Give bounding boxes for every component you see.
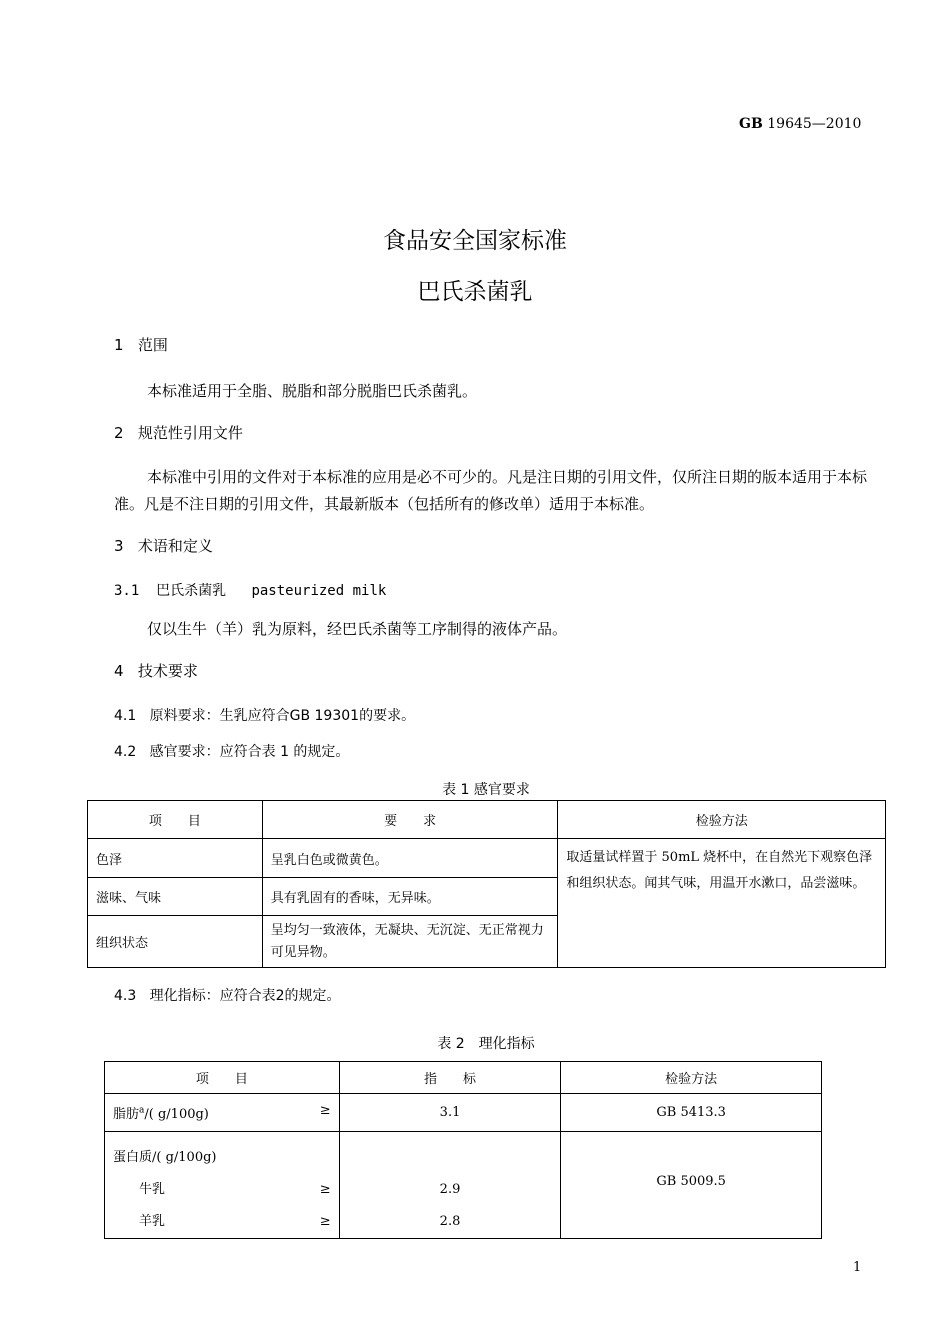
section-4-1: [114, 705, 415, 725]
section-number: 4.2: [114, 744, 137, 760]
code-number: 19645—2010: [767, 116, 862, 132]
section-4-3: [114, 985, 341, 1005]
page-number: 1: [853, 1260, 862, 1275]
table-1: [87, 800, 886, 968]
comparison-sign: ≥: [319, 1182, 331, 1197]
section-3-heading: [114, 535, 213, 556]
value: 2.9: [439, 1182, 461, 1197]
section-1-text: 本标准适用于全脂、脱脂和部分脱脂巴氏杀菌乳。: [147, 382, 478, 400]
footnote-mark: a: [139, 1105, 145, 1116]
section-number: 1: [114, 336, 124, 354]
code-prefix: GB: [739, 116, 763, 132]
section-4-2: [114, 741, 349, 761]
section-text: 原料要求：生乳应符合GB 19301的要求。: [149, 708, 416, 724]
header-cell: 项 目: [88, 801, 263, 839]
section-2-heading: [114, 422, 243, 443]
requirement-cell: 呈乳白色或微黄色。: [262, 839, 558, 878]
item-cell: [105, 1094, 340, 1132]
section-2-text: 本标准中引用的文件对于本标准的应用是必不可少的。凡是注日期的引用文件，仅所注日期的版本适用于本标准。凡是不注日期的引用文件，其最新版本（包括所有的修改单）适用于本标准。: [114, 468, 868, 513]
comparison-sign: ≥: [319, 1214, 331, 1229]
section-number: 4.1: [114, 708, 137, 724]
sub-item-label: 羊乳: [139, 1214, 166, 1229]
requirement-cell: 呈均匀一致液体，无凝块、无沉淀、无正常视力可见异物。: [262, 916, 558, 968]
standard-code: [739, 116, 861, 132]
sub-item: [113, 1174, 331, 1206]
section-number: 4.3: [114, 988, 137, 1004]
section-number: 4: [114, 662, 124, 680]
value-cell: 3.1: [339, 1094, 561, 1132]
section-title: 范围: [137, 336, 168, 354]
table-row: [88, 839, 886, 878]
method-cell: 取适量试样置于 50mL 烧杯中，在自然光下观察色泽和组织状态。闻其气味，用温开水漱口，品尝滋味。: [558, 839, 886, 968]
document-subtitle: 巴氏杀菌乳: [417, 279, 533, 305]
table-1-caption: 表 1 感官要求: [442, 782, 530, 798]
comparison-sign: ≥: [319, 1103, 331, 1118]
item-label: 脂肪: [113, 1107, 140, 1122]
section-text: 理化指标：应符合表2的规定。: [149, 988, 341, 1004]
section-4-heading: [114, 660, 198, 681]
section-title: 术语和定义: [137, 537, 213, 555]
table-2-caption: 表 2 理化指标: [437, 1036, 535, 1052]
method-cell: GB 5413.3: [561, 1094, 822, 1132]
item-cell: [105, 1132, 340, 1239]
sub-item: [113, 1206, 331, 1238]
section-number: 2: [114, 424, 124, 442]
sub-item-label: 牛乳: [139, 1182, 166, 1197]
table-header-row: [105, 1062, 822, 1094]
method-cell: GB 5009.5: [561, 1132, 822, 1239]
section-number: 3: [114, 537, 124, 555]
item-cell: 滋味、气味: [88, 878, 263, 916]
table-row: [105, 1132, 822, 1239]
header-cell: 要 求: [262, 801, 558, 839]
item-label: 蛋白质/( g/100g): [113, 1150, 217, 1165]
document-title: 食品安全国家标准: [383, 228, 567, 254]
english-term: pasteurized milk: [251, 583, 387, 599]
header-cell: 检验方法: [558, 801, 886, 839]
section-title: 巴氏杀菌乳: [156, 583, 227, 599]
section-1-heading: [114, 334, 168, 355]
requirement-cell: 具有乳固有的香味，无异味。: [262, 878, 558, 916]
item-cell: 色泽: [88, 839, 263, 878]
section-title: 规范性引用文件: [137, 424, 243, 442]
header-cell: 检验方法: [561, 1062, 822, 1094]
item-cell: 组织状态: [88, 916, 263, 968]
table-header-row: [88, 801, 886, 839]
header-cell: 项 目: [105, 1062, 340, 1094]
section-number: 3.1: [114, 583, 140, 599]
header-cell: 指 标: [339, 1062, 561, 1094]
value: 2.8: [439, 1214, 461, 1229]
section-3-1-text: 仅以生牛（羊）乳为原料，经巴氏杀菌等工序制得的液体产品。: [147, 620, 568, 638]
section-title: 技术要求: [137, 662, 198, 680]
table-2: [104, 1061, 822, 1239]
section-3-1-heading: [114, 580, 386, 600]
table-row: [105, 1094, 822, 1132]
item-unit: /( g/100g): [144, 1107, 209, 1122]
value-cell: [339, 1132, 561, 1239]
section-text: 感官要求：应符合表 1 的规定。: [149, 744, 350, 760]
